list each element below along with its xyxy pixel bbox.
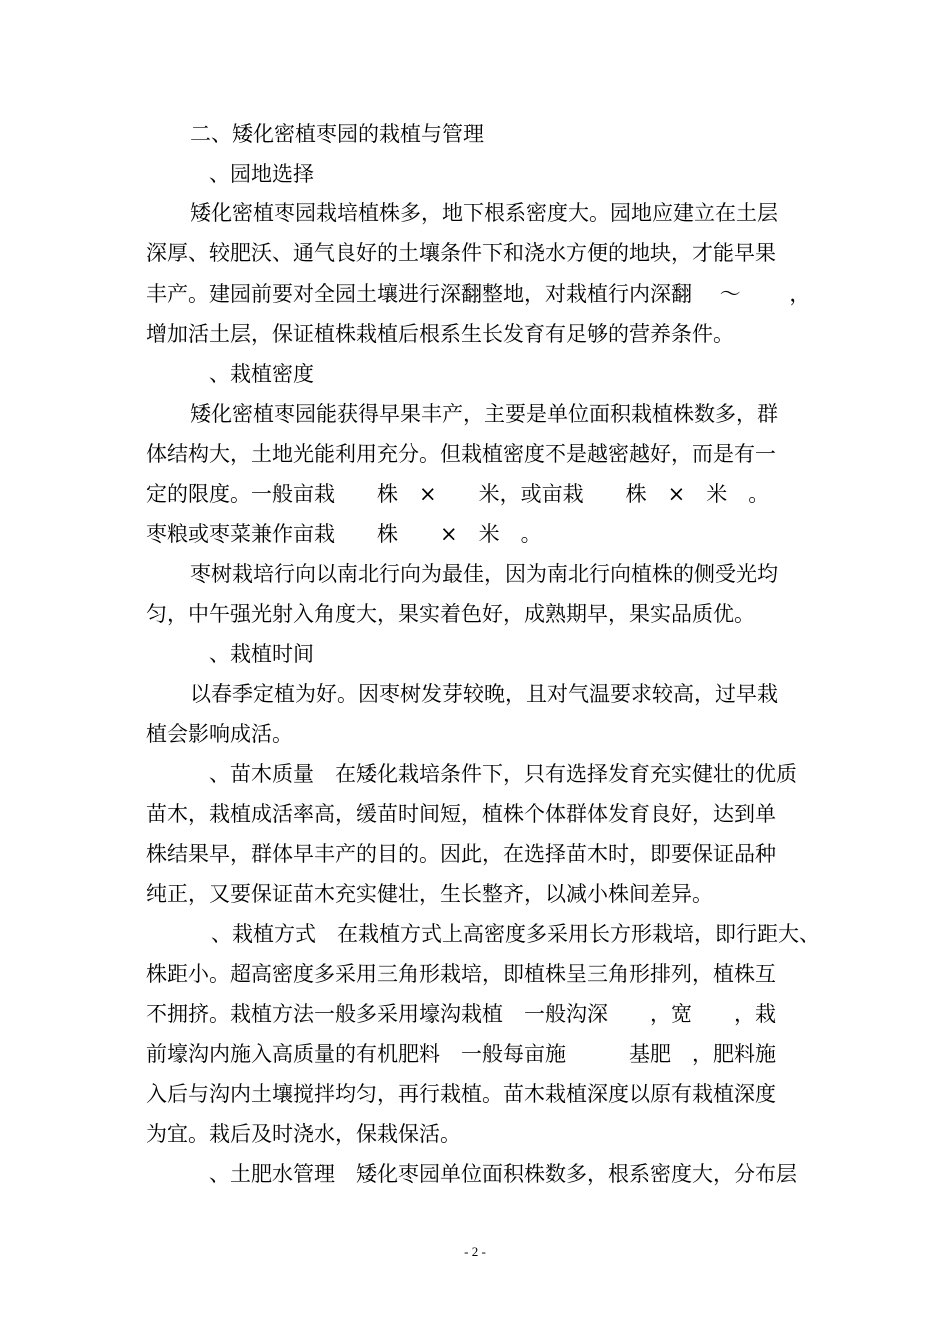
paragraph-line: 、土肥水管理 矮化枣园单位面积株数多，根系密度大，分布层 <box>188 1162 797 1186</box>
paragraph-line: 植会影响成活。 <box>146 722 293 746</box>
paragraph-line: 深厚、较肥沃、通气良好的土壤条件下和浇水方便的地块，才能早果 <box>146 241 776 265</box>
paragraph-line: 入后与沟内土壤搅拌均匀，再行栽植。苗木栽植深度以原有栽植深度 <box>146 1082 776 1106</box>
paragraph-line: 矮化密植枣园能获得早果丰产，主要是单位面积栽植株数多，群 <box>190 402 778 426</box>
paragraph-line: 不拥挤。栽植方法一般多采用壕沟栽植 一般沟深 ，宽 ，栽 <box>146 1002 776 1026</box>
paragraph-line: 株距小。超高密度多采用三角形栽培，即植株呈三角形排列，植株互 <box>146 962 776 986</box>
paragraph-line: 增加活土层，保证植株栽植后根系生长发育有足够的营养条件。 <box>146 322 734 346</box>
paragraph-line: 、苗木质量 在矮化栽培条件下，只有选择发育充实健壮的优质 <box>188 762 797 786</box>
paragraph-line: 前壕沟内施入高质量的有机肥料 一般每亩施 基肥 ，肥料施 <box>146 1042 776 1066</box>
paragraph-line: 纯正，又要保证苗木充实健壮，生长整齐，以减小株间差异。 <box>146 882 713 906</box>
page-number: - 2 - <box>464 1244 486 1259</box>
paragraph-line: 为宜。栽后及时浇水，保栽保活。 <box>146 1122 461 1146</box>
subheading-planting-density: 、栽植密度 <box>188 362 314 386</box>
paragraph-line: 、栽植方式 在栽植方式上高密度多采用长方形栽培，即行距大、 <box>190 922 820 946</box>
subheading-planting-time: 、栽植时间 <box>188 642 314 666</box>
paragraph-line: 苗木，栽植成活率高，缓苗时间短，植株个体群体发育良好，达到单 <box>146 802 776 826</box>
paragraph-line: 体结构大，土地光能利用充分。但栽植密度不是越密越好，而是有一 <box>146 442 776 466</box>
paragraph-line: 矮化密植枣园栽培植株多，地下根系密度大。园地应建立在土层 <box>190 201 778 225</box>
paragraph-line: 枣树栽培行向以南北行向为最佳，因为南北行向植株的侧受光均 <box>190 562 778 586</box>
paragraph-line: 枣粮或枣菜兼作亩栽 株 × 米 。 <box>146 522 542 546</box>
paragraph-line: 以春季定植为好。因枣树发芽较晚，且对气温要求较高，过早栽 <box>190 682 778 706</box>
paragraph-line: 定的限度。一般亩栽 株 × 米，或亩栽 株 × 米 。 <box>146 482 770 506</box>
subheading-site-selection: 、园地选择 <box>188 162 314 186</box>
paragraph-line: 丰产。建园前要对全园土壤进行深翻整地，对栽植行内深翻 ～ ， <box>146 282 811 306</box>
paragraph-line: 株结果早，群体早丰产的目的。因此，在选择苗木时，即要保证品种 <box>146 842 776 866</box>
section-heading: 二、矮化密植枣园的栽植与管理 <box>190 122 484 146</box>
paragraph-line: 匀，中午强光射入角度大，果实着色好，成熟期早，果实品质优。 <box>146 602 755 626</box>
